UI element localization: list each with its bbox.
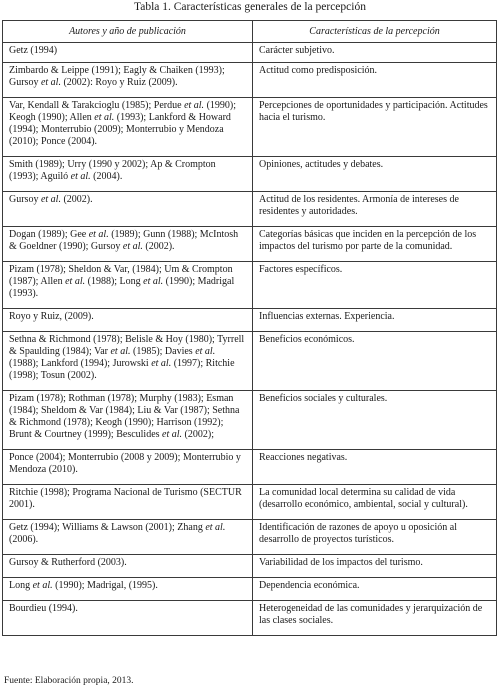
table-row xyxy=(3,578,497,601)
table-row xyxy=(3,450,497,485)
cell-authors: Gursoy & Rutherford (2003). xyxy=(3,555,253,578)
table-body xyxy=(3,43,497,636)
cell-characteristics: Carácter subjetivo. xyxy=(253,43,497,63)
table-title: Tabla 1. Características generales de la percepción xyxy=(134,1,366,13)
table-row xyxy=(3,485,497,520)
cell-characteristics: La comunidad local determina su calidad de vida (desarrollo económico, ambiental, social y cultural). xyxy=(253,485,497,520)
cell-authors: Royo y Ruiz, (2009). xyxy=(3,309,253,332)
cell-authors: Pizam (1978); Rothman (1978); Murphy (1983); Esman (1984); Sheldom & Var (1984); Liu & Var (1987); Sethna & Richmond (1978); Keogh (1990); Harrison (1992); Brunt & Courtney (1999); Besculides et al. (2002); xyxy=(3,391,253,450)
cell-characteristics: Reacciones negativas. xyxy=(253,450,497,485)
cell-authors: Ponce (2004); Monterrubio (2008 y 2009); Monterrubio y Mendoza (2010). xyxy=(3,450,253,485)
perception-table xyxy=(2,20,497,636)
table-row xyxy=(3,601,497,636)
cell-characteristics: Beneficios económicos. xyxy=(253,332,497,391)
cell-characteristics: Variabilidad de los impactos del turismo. xyxy=(253,555,497,578)
cell-characteristics: Categorías básicas que inciden en la percepción de los impactos del turismo por parte de la comunidad. xyxy=(253,227,497,262)
table-row xyxy=(3,192,497,227)
cell-characteristics: Factores específicos. xyxy=(253,262,497,309)
cell-authors: Var, Kendall & Tarakcioglu (1985); Perdue et al. (1990); Keogh (1990); Allen et al. (1993); Lankford & Howard (1994); Monterrubio (2009); Monterrubio y Mendoza (2010); Ponce (2004). xyxy=(3,98,253,157)
column-header-authors: Autores y año de publicación xyxy=(3,21,253,43)
table-row xyxy=(3,332,497,391)
cell-authors: Dogan (1989); Gee et al. (1989); Gunn (1988); McIntosh & Goeldner (1990); Gursoy et al. (2002). xyxy=(3,227,253,262)
cell-characteristics: Actitud como predisposición. xyxy=(253,63,497,98)
cell-characteristics: Influencias externas. Experiencia. xyxy=(253,309,497,332)
cell-authors: Gursoy et al. (2002). xyxy=(3,192,253,227)
table-row xyxy=(3,520,497,555)
cell-characteristics: Heterogeneidad de las comunidades y jerarquización de las clases sociales. xyxy=(253,601,497,636)
cell-authors: Getz (1994) xyxy=(3,43,253,63)
table-header xyxy=(3,21,497,43)
table-row xyxy=(3,157,497,192)
cell-authors: Pizam (1978); Sheldon & Var, (1984); Um & Crompton (1987); Allen et al. (1988); Long et al. (1990); Madrigal (1993). xyxy=(3,262,253,309)
cell-characteristics: Beneficios sociales y culturales. xyxy=(253,391,497,450)
cell-characteristics: Percepciones de oportunidades y participación. Actitudes hacia el turismo. xyxy=(253,98,497,157)
cell-characteristics: Dependencia económica. xyxy=(253,578,497,601)
table-row xyxy=(3,391,497,450)
cell-characteristics: Actitud de los residentes. Armonía de intereses de residentes y autoridades. xyxy=(253,192,497,227)
table-row xyxy=(3,43,497,63)
table-row xyxy=(3,262,497,309)
cell-authors: Getz (1994); Williams & Lawson (2001); Zhang et al. (2006). xyxy=(3,520,253,555)
cell-authors: Zimbardo & Leippe (1991); Eagly & Chaiken (1993); Gursoy et al. (2002): Royo y Ruiz (2009). xyxy=(3,63,253,98)
table-row xyxy=(3,309,497,332)
cell-authors: Long et al. (1990); Madrigal, (1995). xyxy=(3,578,253,601)
table-row xyxy=(3,63,497,98)
cell-characteristics: Identificación de razones de apoyo u oposición al desarrollo de proyectos turísticos. xyxy=(253,520,497,555)
cell-characteristics: Opiniones, actitudes y debates. xyxy=(253,157,497,192)
header-row xyxy=(3,21,497,43)
source-note: Fuente: Elaboración propia, 2013. xyxy=(4,676,134,686)
cell-authors: Smith (1989); Urry (1990 y 2002); Ap & Crompton (1993); Aguiló et al. (2004). xyxy=(3,157,253,192)
table-row xyxy=(3,227,497,262)
cell-authors: Sethna & Richmond (1978); Belisle & Hoy (1980); Tyrrell & Spaulding (1984); Var et al. (1985); Davies et al. (1988); Lankford (1994); Jurowski et al. (1997); Ritchie (1998); Tosun (2002). xyxy=(3,332,253,391)
cell-authors: Bourdieu (1994). xyxy=(3,601,253,636)
cell-authors: Ritchie (1998); Programa Nacional de Turismo (SECTUR 2001). xyxy=(3,485,253,520)
column-header-characteristics: Características de la percepción xyxy=(253,21,497,43)
table-row xyxy=(3,555,497,578)
table-row xyxy=(3,98,497,157)
